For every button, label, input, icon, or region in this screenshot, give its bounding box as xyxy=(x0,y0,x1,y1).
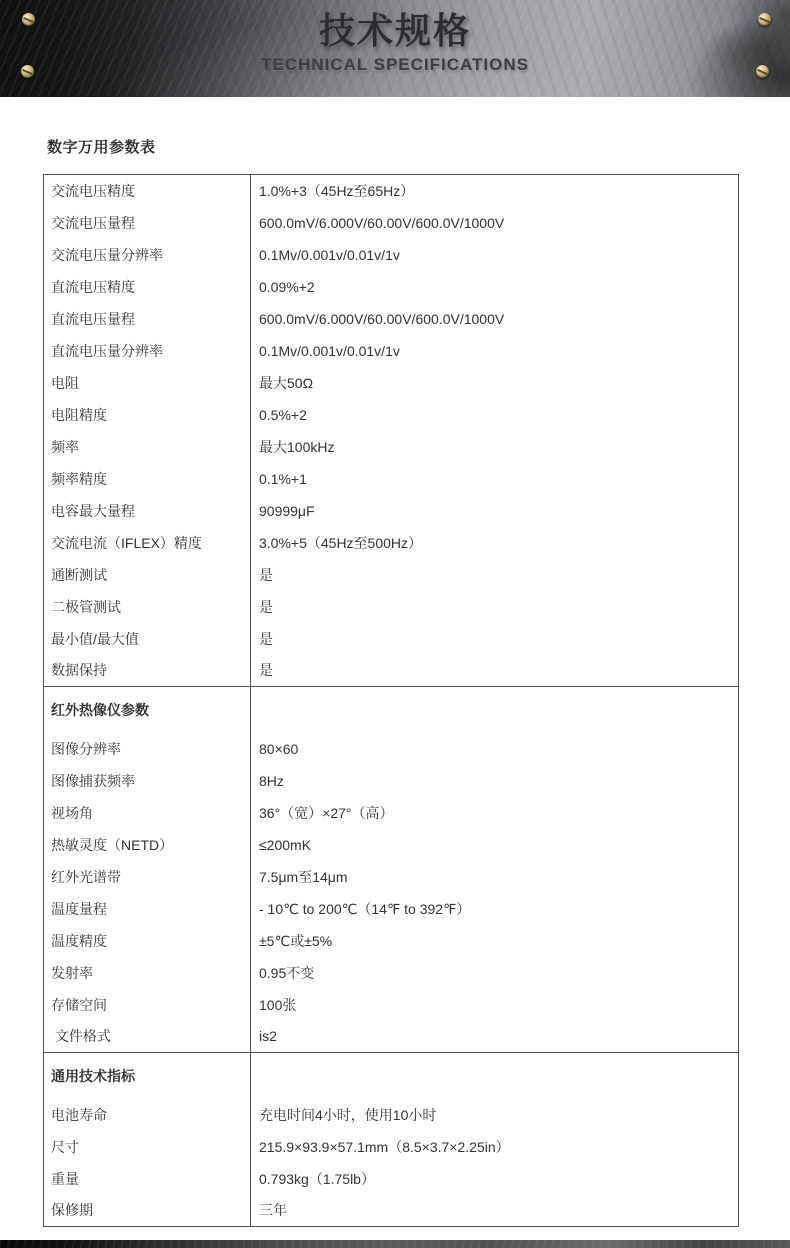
row-value: 100张 xyxy=(259,996,297,1013)
row-label: 二极管测试 xyxy=(44,591,251,623)
row-value: 是 xyxy=(259,598,273,615)
row-value: 600.0mV/6.000V/60.00V/600.0V/1000V xyxy=(259,214,505,231)
row-label: 直流电压量分辨率 xyxy=(44,335,251,367)
row-value: 7.5μm至14μm xyxy=(259,868,348,885)
row-label: 电阻精度 xyxy=(44,399,251,431)
row-value: 是 xyxy=(259,566,273,583)
table-row xyxy=(44,239,739,271)
row-value: 36°（宽）×27°（高） xyxy=(259,804,394,821)
section-header-empty-cell xyxy=(251,1053,739,1099)
table-row xyxy=(44,893,739,925)
row-value: 0.1Mv/0.001v/0.01v/1v xyxy=(259,246,400,263)
spec-table xyxy=(43,174,739,1227)
row-label: 交流电流（IFLEX）精度 xyxy=(44,527,251,559)
table-row xyxy=(44,1195,739,1227)
row-value: 8Hz xyxy=(259,772,284,789)
row-value: 0.1%+1 xyxy=(259,470,307,487)
row-value: 600.0mV/6.000V/60.00V/600.0V/1000V xyxy=(259,310,505,327)
row-label: 温度精度 xyxy=(44,925,251,957)
row-label: 电阻 xyxy=(44,367,251,399)
table-row xyxy=(44,207,739,239)
banner-text xyxy=(0,11,790,75)
table-row xyxy=(44,559,739,591)
row-value: 三年 xyxy=(259,1202,287,1219)
table-row xyxy=(44,1021,739,1053)
section-header-row xyxy=(44,687,739,733)
table-row xyxy=(44,829,739,861)
row-label: 电容最大量程 xyxy=(44,495,251,527)
row-label: 存储空间 xyxy=(44,989,251,1021)
row-value: 0.5%+2 xyxy=(259,406,307,423)
row-value: - 10℃ to 200℃（14℉ to 392℉） xyxy=(259,900,471,917)
content xyxy=(0,136,790,1227)
row-value: 最大100kHz xyxy=(259,438,335,455)
row-label: 保修期 xyxy=(44,1195,251,1227)
row-label: 温度量程 xyxy=(44,893,251,925)
header-banner xyxy=(0,0,790,97)
table-row xyxy=(44,335,739,367)
row-value: 最大50Ω xyxy=(259,374,314,391)
row-label: 发射率 xyxy=(44,957,251,989)
row-label: 交流电压量程 xyxy=(44,207,251,239)
row-label: 电池寿命 xyxy=(44,1099,251,1131)
table-row xyxy=(44,399,739,431)
row-value: 80×60 xyxy=(259,740,299,757)
banner-title: 技术规格 xyxy=(318,10,471,51)
row-value: 3.0%+5（45Hz至500Hz） xyxy=(259,534,423,551)
row-value: 充电时间4小时，使用10小时 xyxy=(259,1106,437,1123)
table-row xyxy=(44,1131,739,1163)
table-row xyxy=(44,765,739,797)
table-row xyxy=(44,733,739,765)
row-label: 通断测试 xyxy=(44,559,251,591)
row-value: 0.793kg（1.75lb） xyxy=(259,1170,375,1187)
section-header-row xyxy=(44,1053,739,1099)
row-label: 红外光谱带 xyxy=(44,861,251,893)
row-value: ±5℃或±5% xyxy=(259,932,333,949)
table-title: 数字万用参数表 xyxy=(47,139,156,156)
table-row xyxy=(44,989,739,1021)
banner-subtitle: TECHNICAL SPECIFICATIONS xyxy=(261,55,529,74)
row-value: 1.0%+3（45Hz至65Hz） xyxy=(259,182,415,199)
row-value: 0.1Mv/0.001v/0.01v/1v xyxy=(259,342,400,359)
table-row xyxy=(44,431,739,463)
table-row xyxy=(44,271,739,303)
section-header-label: 红外热像仪参数 xyxy=(44,687,251,733)
row-label: 热敏灵度（NETD） xyxy=(44,829,251,861)
row-value: 是 xyxy=(259,630,273,647)
row-value: ≤200mK xyxy=(259,836,312,853)
table-row xyxy=(44,655,739,687)
table-row xyxy=(44,175,739,207)
row-label: 尺寸 xyxy=(44,1131,251,1163)
row-value: 是 xyxy=(259,662,273,679)
table-row xyxy=(44,495,739,527)
table-row xyxy=(44,527,739,559)
table-row xyxy=(44,861,739,893)
row-label: 直流电压精度 xyxy=(44,271,251,303)
row-value: 0.09%+2 xyxy=(259,278,315,295)
row-label: 最小值/最大值 xyxy=(44,623,251,655)
row-label: 频率精度 xyxy=(44,463,251,495)
row-label: 图像捕获频率 xyxy=(44,765,251,797)
row-label: 交流电压量分辨率 xyxy=(44,239,251,271)
row-label: 重量 xyxy=(44,1163,251,1195)
row-label: 直流电压量程 xyxy=(44,303,251,335)
row-value: 215.9×93.9×57.1mm（8.5×3.7×2.25in） xyxy=(259,1138,510,1155)
table-row xyxy=(44,797,739,829)
table-row xyxy=(44,367,739,399)
row-label: 交流电压精度 xyxy=(44,175,251,207)
row-label: 数据保持 xyxy=(44,655,251,687)
row-value: 90999μF xyxy=(259,502,315,519)
row-label: 视场角 xyxy=(44,797,251,829)
table-row xyxy=(44,303,739,335)
row-value: is2 xyxy=(259,1028,277,1045)
section-header-label: 通用技术指标 xyxy=(44,1053,251,1099)
row-label: 文件格式 xyxy=(44,1021,251,1053)
table-row xyxy=(44,1099,739,1131)
table-row xyxy=(44,623,739,655)
row-label: 频率 xyxy=(44,431,251,463)
bottom-banner-strip xyxy=(0,1240,790,1248)
row-value: 0.95不变 xyxy=(259,964,315,981)
table-row xyxy=(44,591,739,623)
section-header-empty-cell xyxy=(251,687,739,733)
table-row xyxy=(44,463,739,495)
table-row xyxy=(44,957,739,989)
row-label: 图像分辨率 xyxy=(44,733,251,765)
table-row xyxy=(44,925,739,957)
table-row xyxy=(44,1163,739,1195)
